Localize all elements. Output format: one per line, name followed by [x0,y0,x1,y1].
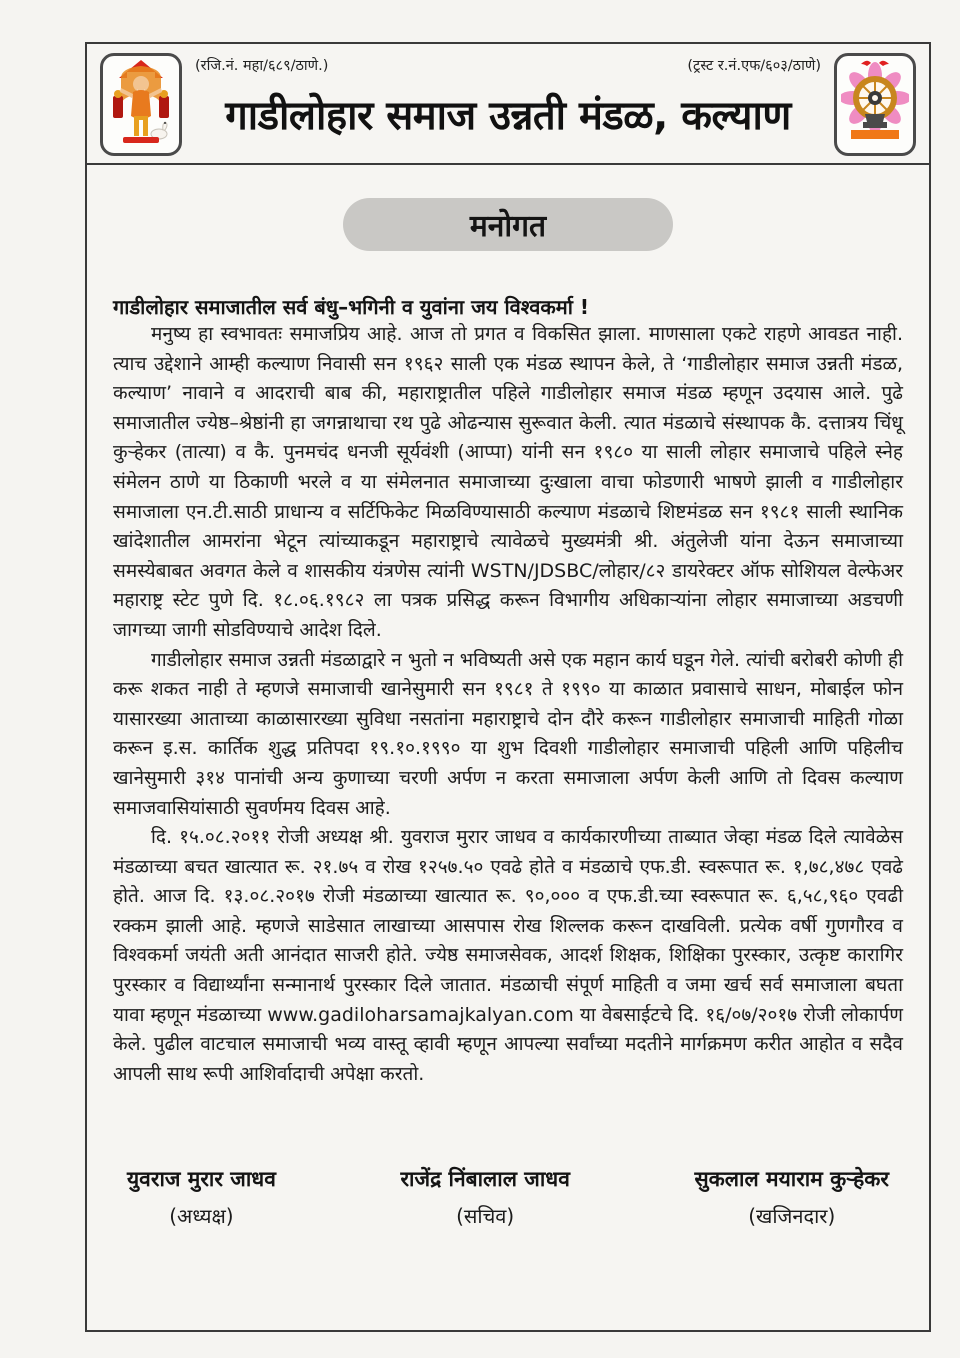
letter-body [87,198,929,1229]
registration-number-left: (रजि.नं. महा/६८९/ठाणे.) [195,58,329,74]
letterhead [87,44,929,165]
signatory-secretary [400,1165,569,1229]
letter-paragraphs [113,320,903,1089]
signatory-name: राजेंद्र निंबालाल जाधव [400,1167,570,1192]
right-logo-box [834,53,916,156]
left-logo-box [100,53,182,156]
document-page [85,42,931,1332]
paragraph-1: मनुष्य हा स्वभावतः समाजप्रिय आहे. आज तो प्रगत व विकसित झाला. माणसाला एकटे राहणे आवडत नाही. त्याच उद्देशाने आम्ही कल्याण निवासी सन १९६२ साली एक मंडळ स्थापन केले, ते ‘गाडीलोहार समाज उन्नती मंडळ, कल्याण’ नावाने व आदराची बाब की, महाराष्ट्रातील पहिले गाडीलोहार समाज मंडळ म्हणून उदयास आले. पुढे समाजातील ज्येष्ठ–श्रेष्ठांनी हा जगन्नाथाचा रथ पुढे ओढन्यास सुरूवात केली. त्यात मंडळाचे संस्थापक कै. दत्तात्रय चिंधू कुऱ्हेकर (तात्या) व कै. पुनमचंद धनजी सूर्यवंशी (आप्पा) यांनी सन १९८० या साली लोहार समाजाचे पहिले स्नेह संमेलन ठाणे या ठिकाणी भरले व या संमेलनात समाजाच्या दुःखाला वाचा फोडणारी भाषणे झाली व गाडीलोहार समाजाला एन.टी.साठी प्राधान्य व सर्टिफिकेट मिळविण्यासाठी कल्याण मंडळाचे शिष्टमंडळ सन १९८१ साली स्थानिक खांदेशातील आमरांना भेटून त्यांच्याकडून महाराष्ट्राचे त्यावेळचे मुख्यमंत्री श्री. अंतुलेजी यांना देऊन समाजाच्या समस्येबाबत अवगत केले व शासकीय यंत्रणेस त्यांनी WSTN/JDSBC/लोहार/८२ डायरेक्टर ऑफ सोशियल वेल्फेअर महाराष्ट्र स्टेट पुणे दि. १८.०६.१९८२ ला पत्रक प्रसिद्ध करून विभागीय अधिकाऱ्यांना लोहार समाजाच्या अडचणी जागच्या जागी सोडविण्याचे आदेश दिले. [113,323,903,641]
signatory-treasurer [694,1165,889,1229]
signatory-role: (सचिव) [456,1204,515,1229]
paragraph-3: दि. १५.०८.२०११ रोजी अध्यक्ष श्री. युवराज मुरार जाधव व कार्यकारणीच्या ताब्यात जेव्हा मंडळ दिले त्यावेळेस मंडळाच्या बचत खात्यात रू. २१.७५ व रोख १२५७.५० एवढे होते व मंडळाचे एफ.डी. स्वरूपात रू. १,७८,४७८ एवढे होते. आज दि. १३.०८.२०१७ रोजी मंडळाच्या खात्यात रू. ९०,००० व एफ.डी.च्या स्वरूपात रू. ६,५८,९६० एवढी रक्कम झाली आहे. म्हणजे साडेसात लाखाच्या आसपास रोख शिल्लक करून दाखविली. प्रत्येक वर्षी गुणगौरव व विश्वकर्मा जयंती अती आनंदात साजरी होते. ज्येष्ठ समाजसेवक, आदर्श शिक्षक, शिक्षिका पुरस्कार, उत्कृष्ट कारागिर पुरस्कार व विद्यार्थ्यांना सन्मानार्थ पुरस्कार दिले जातात. मंडळाची संपूर्ण माहिती व जमा खर्च सर्व समाजाला बघता यावा म्हणून मंडळाच्या www.gadiloharsamajkalyan.com या वेबसाईटचे दि. १६/०७/२०१७ रोजी लोकार्पण केले. पुढील वाटचाल समाजाची भव्य वास्तू व्हावी म्हणून आपल्या सर्वांच्या मदतीने मार्गक्रमण करीत आहोत व सदैव आपली साथ रूपी आशिर्वादाची अपेक्षा करतो. [113,826,903,1085]
lotus-wheel-anvil-icon [841,58,909,152]
vishwakarma-deity-icon [107,58,175,152]
paragraph-2: गाडीलोहार समाज उन्नती मंडळाद्वारे न भुतो न भविष्यती असे एक महान कार्य घडून गेले. त्यांची बरोबरी कोणी ही करू शकत नाही ते म्हणजे समाजाची खानेसुमारी सन १९८१ ते १९९० या काळात प्रवासाचे साधन, मोबाईल फोन यासारख्या आताच्या काळासारख्या सुविधा नसतांना महाराष्ट्राचे दोन दौरे करून गाडीलोहार समाजाची माहिती गोळा करून इ.स. कार्तिक शुद्ध प्रतिपदा १९.१०.१९९० या शुभ दिवशी गाडीलोहार समाजाची पहिली आणि पहिलीच खानेसुमारी ३१४ पानांची अन्य कुणाच्या चरणी अर्पण न करता समाजाला अर्पण केली आणि तो दिवस कल्याण समाजवासियांसाठी सुवर्णमय दिवस आहे. [113,648,903,819]
signatory-name: युवराज मुरार जाधव [127,1167,276,1192]
organization-title: गाडीलोहार समाज उन्नती मंडळ, कल्याण [225,93,791,139]
signatory-role: (खजिनदार) [748,1204,836,1229]
signatory-role: (अध्यक्ष) [169,1204,234,1229]
signature-block [113,1165,903,1229]
trust-number-right: (ट्रस्ट र.नं.एफ/६०३/ठाणे) [687,58,821,74]
signatory-name: सुकलाल मयाराम कुऱ्हेकर [694,1167,889,1192]
salutation-line: गाडीलोहार समाजातील सर्व बंधु–भगिनी व युवांना जय विश्वकर्मा ! [113,295,589,319]
signatory-president [127,1165,276,1229]
section-banner [343,198,673,251]
section-banner-label: मनोगत [469,209,547,244]
